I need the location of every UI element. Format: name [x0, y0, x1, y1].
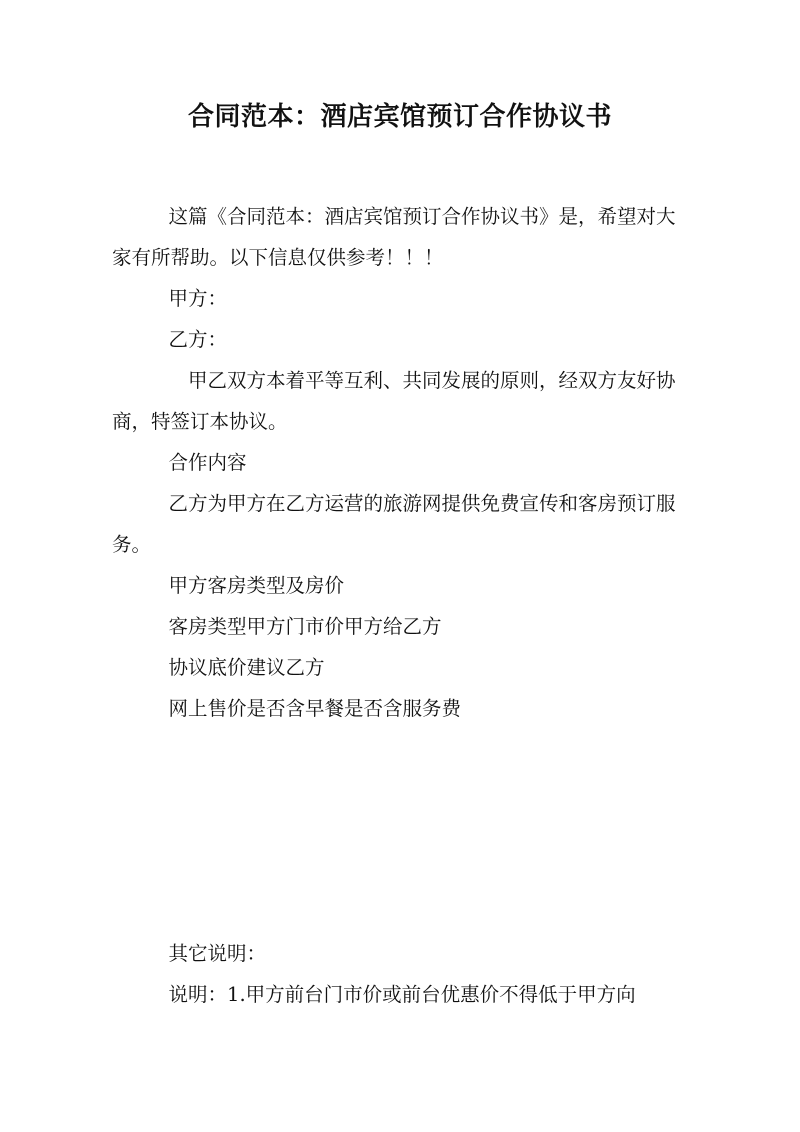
- other-notes-heading: 其它说明：: [168, 942, 267, 965]
- blank-space: [112, 729, 692, 933]
- room-type-heading: 甲方客房类型及房价: [168, 574, 345, 597]
- service-paragraph: 乙方为甲方在乙方运营的旅游网提供免费宣传和客房预订服务。: [112, 492, 676, 556]
- price-columns-line-2: 协议底价建议乙方: [168, 656, 325, 679]
- cooperation-heading: 合作内容: [168, 451, 247, 474]
- price-columns-line-1: 客房类型甲方门市价甲方给乙方: [168, 615, 442, 638]
- principle-paragraph: 甲乙双方本着平等互利、共同发展的原则，经双方友好协商，特签订本协议。: [112, 369, 676, 433]
- intro-paragraph: 这篇《合同范本：酒店宾馆预订合作协议书》是，希望对大家有所帮助。以下信息仅供参考！！！: [112, 205, 676, 269]
- party-a-label: 甲方：: [168, 287, 228, 310]
- document-body: [112, 196, 692, 1015]
- party-b-label: 乙方：: [168, 328, 228, 351]
- price-columns-line-3: 网上售价是否含早餐是否含服务费: [168, 697, 462, 720]
- notes-paragraph: 说明：1.甲方前台门市价或前台优惠价不得低于甲方向: [168, 983, 636, 1006]
- document-title: 合同范本：酒店宾馆预订合作协议书: [187, 102, 612, 132]
